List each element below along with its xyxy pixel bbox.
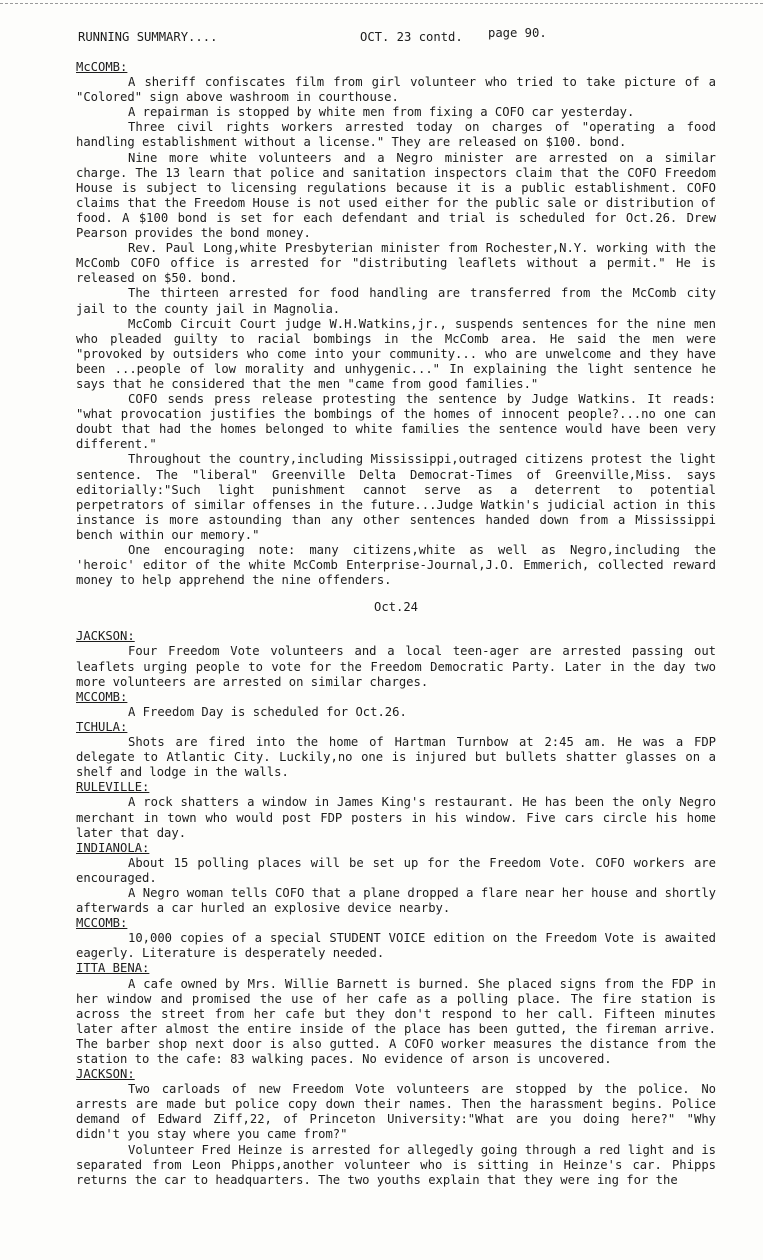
paragraph: A Negro woman tells COFO that a plane dropped a flare near her house and shortly afterwards a car hurled an explosive device nearby. <box>76 885 716 916</box>
oct23-section <box>76 60 716 588</box>
header-date: OCT. 23 contd. <box>360 30 463 44</box>
paragraph: Two carloads of new Freedom Vote volunteers are stopped by the police. No arrests are made but police copy down their names. Then the harassment begins. Police demand of Edward Ziff,22, of Princeton University:"What are you doing here?" "Why didn't you stay where you came from?" <box>76 1082 716 1142</box>
paragraph: A Freedom Day is scheduled for Oct.26. <box>128 704 407 719</box>
place-heading: JACKSON: <box>76 1067 135 1082</box>
paragraph: Throughout the country,including Mississippi,outraged citizens protest the light sentence. The "liberal" Greenville Delta Democrat-Times of Greenville,Miss. says editorially:"Such light punishment cannot serve as a deterrent to potential perpetrators of similar offenses in the future...Judge Watkin's judicial action in this instance is more astounding than any other sentences handed down from a Mississippi bench within our memory." <box>76 452 716 542</box>
paragraph: A sheriff confiscates film from girl volunteer who tried to take picture of a "Colored" sign above washroom in courthouse. <box>76 75 716 105</box>
paragraph: The thirteen arrested for food handling are transferred from the McComb city jail to the county jail in Magnolia. <box>76 286 716 316</box>
entry-mccomb-2 <box>76 916 716 961</box>
date-heading: Oct.24 <box>373 600 419 615</box>
entry-itta-bena <box>76 961 716 1067</box>
paragraph: 10,000 copies of a special STUDENT VOICE edition on the Freedom Vote is awaited eagerly. Literature is desperately needed. <box>76 931 716 961</box>
paragraph: McComb Circuit Court judge W.H.Watkins,jr., suspends sentences for the nine men who pleaded guilty to racial bombings in the McComb area. He said the men were "provoked by outsiders who come into your community... who are unwelcome and they have been ...people of low morality and unhygenic..." In explaining the light sentence he says that he considered that the men "came from good families." <box>76 316 716 391</box>
place-heading: INDIANOLA: <box>76 840 150 855</box>
page-header <box>78 26 738 48</box>
place-heading: ITTA BENA: <box>76 961 150 976</box>
page-number: page 90. <box>488 26 547 40</box>
entry-tchula <box>76 720 716 780</box>
paragraph: Shots are fired into the home of Hartman Turnbow at 2:45 am. He was a FDP delegate to Atlantic City. Luckily,no one is injured but bullets shatter glasses on a shelf and lodge in the walls. <box>76 735 716 780</box>
paragraph: A rock shatters a window in James King's restaurant. He has been the only Negro merchant in town who would post FDP posters in his window. Five cars circle his home later that day. <box>76 795 716 840</box>
paragraph: Rev. Paul Long,white Presbyterian minister from Rochester,N.Y. working with the McComb COFO office is arrested for "distributing leaflets without a permit." He is released on $50. bond. <box>76 241 716 286</box>
place-heading: MCCOMB: <box>76 916 128 931</box>
entry-jackson-2 <box>76 1067 716 1188</box>
paragraph: COFO sends press release protesting the sentence by Judge Watkins. It reads: "what provocation justifies the bombings of the homes of innocent people?...no one can doubt that had the homes belonged to white families the sentence would have been very different." <box>76 392 716 452</box>
paragraph: Volunteer Fred Heinze is arrested for allegedly going through a red light and is separated from Leon Phipps,another volunteer who is sitting in Heinze's car. Phipps returns the car to headquarters. The two youths explain that they were ing for the <box>76 1142 716 1187</box>
entry-ruleville <box>76 780 716 840</box>
summary-title: RUNNING SUMMARY.... <box>78 30 218 44</box>
paragraph: Nine more white volunteers and a Negro minister are arrested on a similar charge. The 13 learn that police and sanitation inspectors claim that the COFO Freedom House is subject to licensing regulations because it is a public establishment. COFO claims that the Freedom House is not used either for the public sale or distribution of food. A $100 bond is set for each defendant and trial is scheduled for Oct.26. Drew Pearson provides the bond money. <box>76 150 716 241</box>
page-top-border <box>0 3 763 4</box>
paragraph: A cafe owned by Mrs. Willie Barnett is burned. She placed signs from the FDP in her window and promised the use of her cafe as a polling place. The fire station is across the street from her cafe but they don't respond to her call. Fifteen minutes later after almost the entire inside of the place has been gutted, the fireman arrive. The barber shop next door is also gutted. A COFO worker measures the distance from the station to the cafe: 83 walking paces. No evidence of arson is uncovered. <box>76 976 716 1066</box>
place-heading: RULEVILLE: <box>76 780 150 795</box>
document-body <box>76 60 716 1188</box>
place-heading: MCCOMB: <box>76 689 128 704</box>
entry-indianola <box>76 841 716 916</box>
entry-jackson <box>76 629 716 689</box>
paragraph: Three civil rights workers arrested today on charges of "operating a food handling establishment without a license." They are released on $100. bond. <box>76 120 716 150</box>
place-heading: McCOMB: <box>76 60 128 74</box>
paragraph: A repairman is stopped by white men from fixing a COFO car yesterday. <box>128 105 635 120</box>
paragraph: One encouraging note: many citizens,white as well as Negro,including the 'heroic' editor of the white McComb Enterprise-Journal,J.O. Emmerich, collected reward money to help apprehend the nine offenders. <box>76 543 716 588</box>
paragraph: Four Freedom Vote volunteers and a local teen-ager are arrested passing out leaflets urging people to vote for the Freedom Democratic Party. Later in the day two more volunteers are arrested on similar charges. <box>76 644 716 689</box>
place-heading: JACKSON: <box>76 629 135 644</box>
place-heading: TCHULA: <box>76 719 128 734</box>
entry-mccomb <box>76 690 716 720</box>
paragraph: About 15 polling places will be set up for the Freedom Vote. COFO workers are encouraged. <box>76 855 716 885</box>
